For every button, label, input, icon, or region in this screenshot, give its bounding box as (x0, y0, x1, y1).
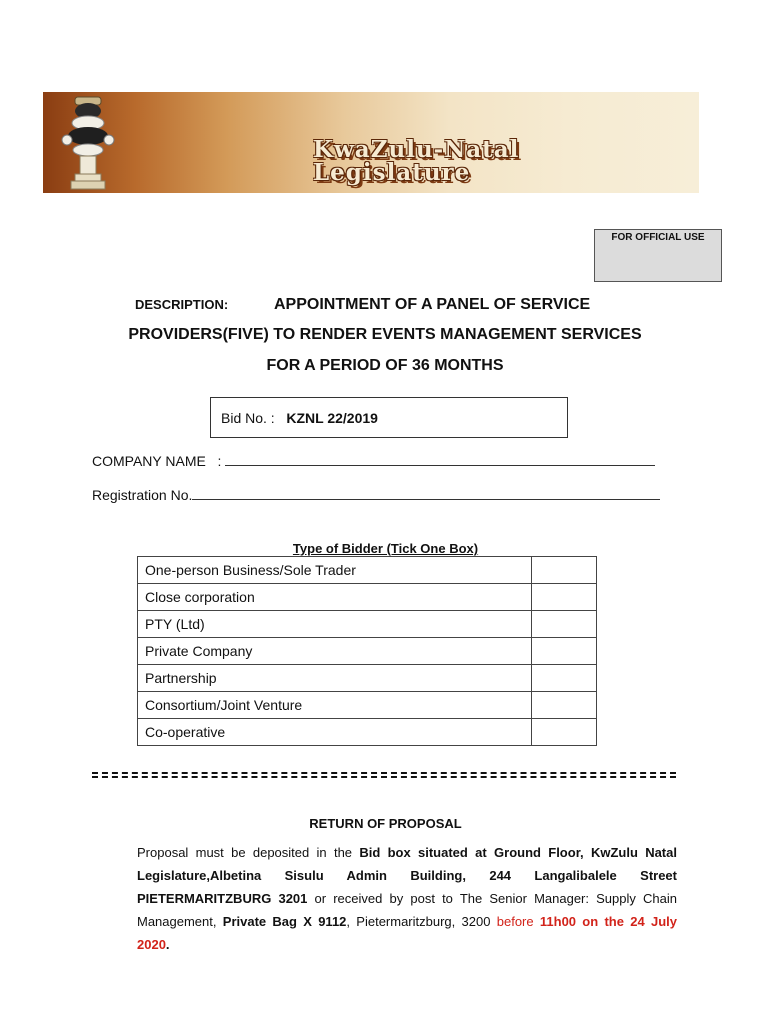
table-row (138, 557, 597, 584)
bidder-option-label: Co-operative (138, 719, 532, 746)
official-use-label: FOR OFFICIAL USE (611, 232, 705, 243)
company-name-input-line[interactable] (225, 452, 655, 466)
bidder-option-label: Close corporation (138, 584, 532, 611)
return-of-proposal-heading: RETURN OF PROPOSAL (309, 816, 462, 831)
bidder-option-label: One-person Business/Sole Trader (138, 557, 532, 584)
table-row (138, 719, 597, 746)
proposal-bid-box-address: Bid box situated at Ground Floor, KwZulu Natal Legislature,Albetina Sisulu Admin Building, 244 Langalibalele Street PIETERMARITZBURG 3201 (137, 845, 677, 906)
proposal-text-part: or received by post to The Senior Manager: Supply Chain Management, (137, 891, 677, 929)
bid-number-row (221, 410, 378, 426)
description-line-1: APPOINTMENT OF A PANEL OF SERVICE (274, 296, 591, 313)
proposal-text-part: , Pietermaritzburg, 3200 (346, 914, 497, 929)
description-line-2: PROVIDERS(FIVE) TO RENDER EVENTS MANAGEMENT SERVICES (128, 326, 642, 343)
registration-number-input-line[interactable] (192, 486, 660, 500)
bidder-option-label: Consortium/Joint Venture (138, 692, 532, 719)
proposal-deadline: 11h00 on the 24 July 2020 (137, 914, 677, 952)
bidder-option-label: PTY (Ltd) (138, 611, 532, 638)
bidder-option-label: Private Company (138, 638, 532, 665)
table-row (138, 692, 597, 719)
tick-box[interactable] (532, 557, 597, 584)
description-line-3: FOR A PERIOD OF 36 MONTHS (266, 357, 504, 374)
table-row (138, 611, 597, 638)
tick-box[interactable] (532, 584, 597, 611)
company-name-field (92, 452, 655, 469)
proposal-text-part: Proposal must be deposited in the (137, 845, 360, 860)
bid-number-label: Bid No. : (221, 410, 275, 426)
section-divider (92, 772, 676, 778)
bidder-option-label: Partnership (138, 665, 532, 692)
bid-number-value: KZNL 22/2019 (286, 410, 378, 426)
banner-title (313, 138, 519, 184)
bidder-type-table (137, 556, 597, 746)
tick-box[interactable] (532, 692, 597, 719)
tick-box[interactable] (532, 665, 597, 692)
description-label: DESCRIPTION: (135, 297, 229, 312)
legislature-mace-emblem-icon (53, 94, 123, 192)
proposal-before-text: before (496, 914, 540, 929)
company-name-label: COMPANY NAME : (92, 453, 222, 469)
registration-number-label: Registration No. (92, 487, 193, 503)
tick-box[interactable] (532, 638, 597, 665)
table-row (138, 638, 597, 665)
bidder-type-caption: Type of Bidder (Tick One Box) (292, 541, 479, 556)
registration-number-field (92, 486, 660, 503)
table-row (138, 665, 597, 692)
bid-number-box (210, 397, 568, 438)
proposal-end-period: . (165, 937, 170, 952)
tick-box[interactable] (532, 719, 597, 746)
banner-title-line1: KwaZulu-Natal (313, 136, 520, 163)
table-row (138, 584, 597, 611)
return-of-proposal-text (137, 841, 677, 956)
tick-box[interactable] (532, 611, 597, 638)
proposal-private-bag: Private Bag X 9112 (222, 914, 347, 929)
legislature-banner (43, 92, 699, 193)
banner-title-line2: Legislature (313, 159, 471, 186)
official-use-box (594, 229, 722, 282)
